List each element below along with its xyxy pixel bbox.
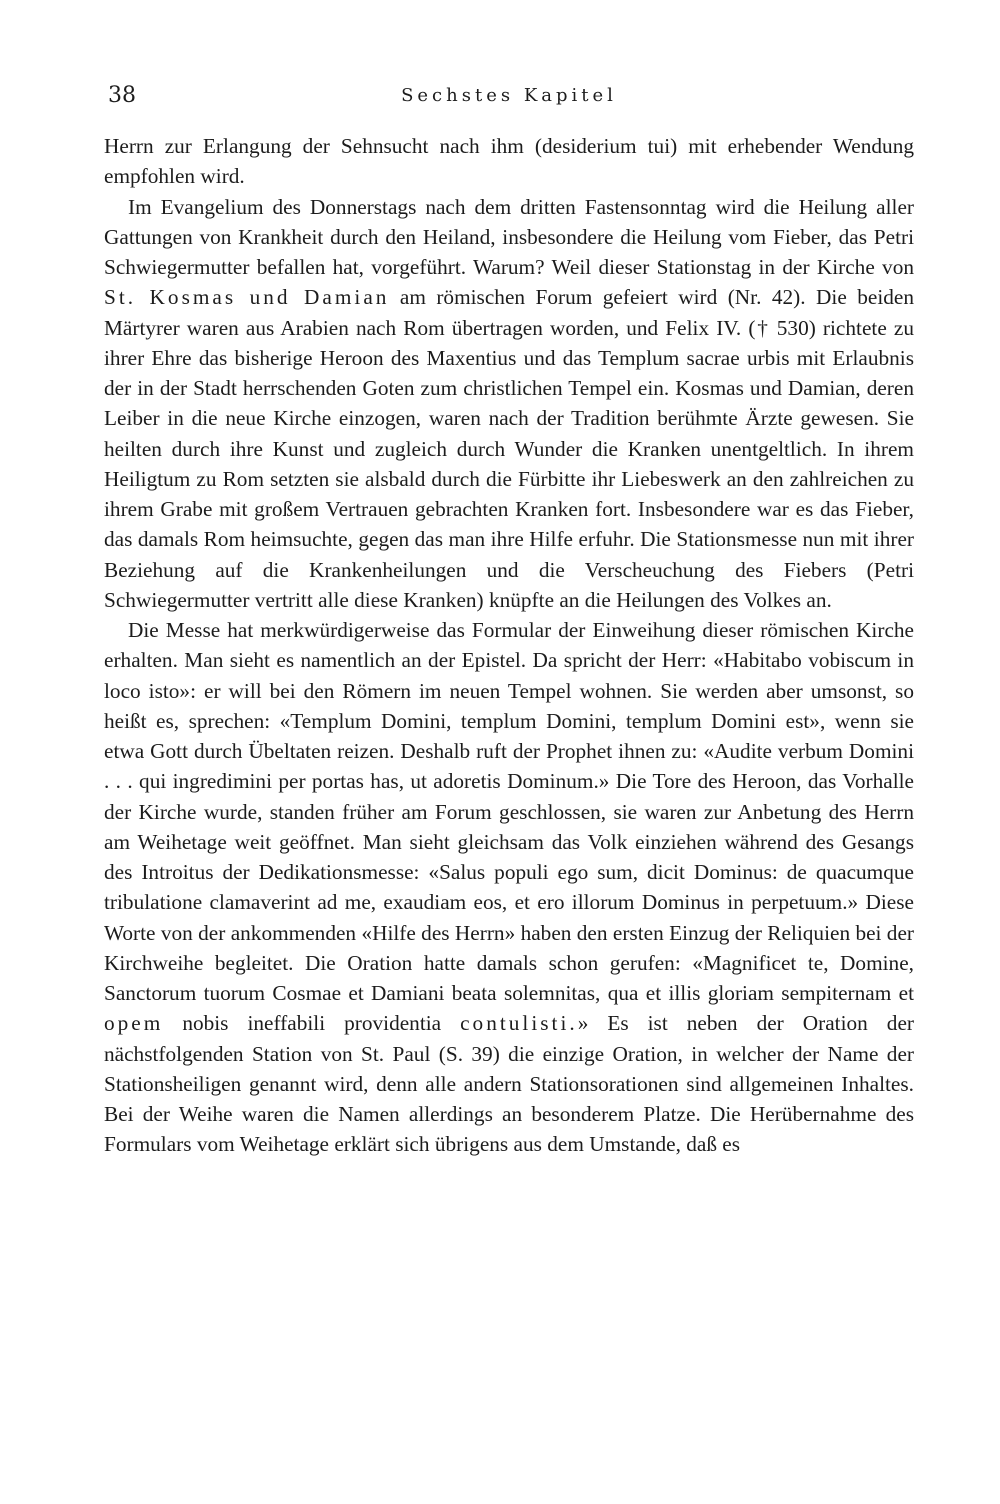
page-number: 38 <box>108 83 136 108</box>
spaced-text: opem <box>104 1011 164 1036</box>
paragraph <box>104 131 914 192</box>
text-segment: Im Evangelium des Donnerstags nach dem dritten Fastensonntag wird die Heilung aller Gattungen von Krankheit durch den Heiland, insbesondere die Heilung vom Fieber, das Petri Schwiegermutter befallen hat, vorgeführt. Warum? Weil dieser Stationstag in der Kirche von <box>104 194 914 279</box>
paragraph <box>104 192 914 616</box>
text-segment: Die Messe hat merkwürdigerweise das Formular der Einweihung dieser römischen Kirche erhalten. Man sieht es namentlich an der Epistel. Da spricht der Herr: «Habitabo vobiscum in loco isto»: er will bei den Römern im neuen Tempel wohnen. Sie werden aber umsonst, so heißt es, sprechen: «Templum Domini, templum Domini, templum Domini est», wenn sie etwa Gott durch Übeltaten reizen. Deshalb ruft der Prophet ihnen zu: «Audite verbum Domini . . . qui ingredimini per portas has, ut adoretis Dominum.» Die Tore des Heroon, das Vorhalle der Kirche wurde, standen früher am Forum geschlossen, sie waren zur Anbetung des Herrn am Weihetage weit geöffnet. Man sieht gleichsam das Volk einziehen während des Gesangs des Introitus der Dedikationsmesse: «Salus populi ego sum, dicit Dominus: de quacumque tribulatione clamaverint ad me, exaudiam eos, et ero illorum Dominus in perpetuum.» Diese Worte von der ankommenden «Hilfe des Herrn» haben den ersten Einzug der Reliquien bei der Kirchweihe begleitet. Die Oration hatte damals schon gerufen: «Magnificet te, Domine, Sanctorum tuorum Cosmae et Damiani beata solemnitas, qua et illis gloriam sempiternam et <box>104 618 914 1005</box>
text-segment: nobis ineffabili providentia <box>163 1011 461 1036</box>
spaced-text: St. Kosmas und Damian <box>104 285 390 310</box>
page-header <box>104 81 914 111</box>
running-title: Sechstes Kapitel <box>401 85 617 106</box>
paragraph <box>104 615 914 1160</box>
spaced-text: contulisti. <box>460 1011 578 1036</box>
text-segment: » Es ist neben der Oration der nächstfolgenden Station von St. Paul (S. 39) die einzige Oration, in welcher der Name der Stationsheiligen genannt wird, denn alle andern Stationsorationen sind allgemeinen Inhaltes. Bei der Weihe waren die Namen allerdings an besonderem Platze. Die Herübernahme des Formulars vom Weihetage erklärt sich übrigens aus dem Umstande, daß es <box>104 1011 914 1157</box>
body-text <box>104 131 914 1160</box>
text-segment: Herrn zur Erlangung der Sehnsucht nach ihm (desiderium tui) mit erhebender Wendung empfohlen wird. <box>104 134 914 189</box>
text-segment: am römischen Forum gefeiert wird (Nr. 42). Die beiden Märtyrer waren aus Arabien nach Rom übertragen worden, und Felix IV. († 530) richtete zu ihrer Ehre das bisherige Heroon des Maxentius und das Templum sacrae urbis mit Erlaubnis der in der Stadt herrschenden Goten zum christlichen Tempel ein. Kosmas und Damian, deren Leiber in die neue Kirche einzogen, waren nach der Tradition berühmte Ärzte gewesen. Sie heilten durch ihre Kunst und zugleich durch Wunder die Kranken unentgeltlich. In ihrem Heiligtum zu Rom setzten sie alsbald durch die Fürbitte ihr Liebeswerk an den zahlreichen zu ihrem Grabe mit großem Vertrauen gebrachten Kranken fort. Insbesondere war es das Fieber, das damals Rom heimsuchte, gegen das man ihre Hilfe erfuhr. Die Stationsmesse nun mit ihrer Beziehung auf die Krankenheilungen und die Verscheuchung des Fiebers (Petri Schwiegermutter vertritt alle diese Kranken) knüpfte an die Heilungen des Volkes an. <box>104 285 914 612</box>
